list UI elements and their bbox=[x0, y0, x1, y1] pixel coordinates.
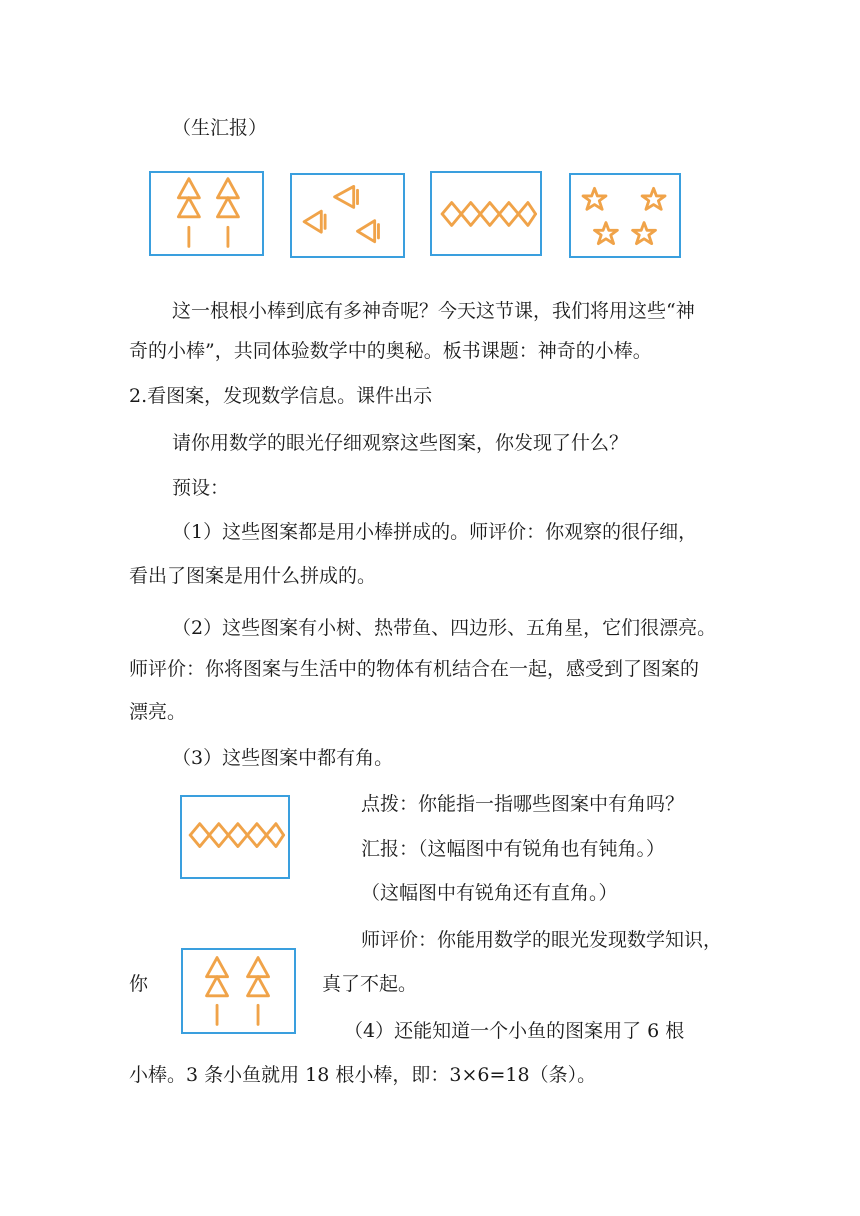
diamond-chain-icon bbox=[182, 797, 288, 877]
paragraph-line: 看出了图案是用什么拼成的。 bbox=[129, 565, 377, 587]
diamond-figure bbox=[430, 171, 542, 256]
paragraph-line: 漂亮。 bbox=[129, 701, 187, 723]
trees-figure bbox=[149, 171, 264, 256]
paragraph-line: 请你用数学的眼光仔细观察这些图案，你发现了什么？ bbox=[172, 432, 629, 454]
paragraph-line: （1）这些图案都是用小棒拼成的。师评价：你观察的很仔细， bbox=[172, 521, 698, 543]
section-heading: 2.看图案，发现数学信息。课件出示 bbox=[129, 385, 433, 407]
paragraph-line: 这一根根小棒到底有多神奇呢？今天这节课，我们将用这些“神 bbox=[172, 300, 695, 322]
paragraph-line: 汇报：（这幅图中有锐角也有钝角。） bbox=[361, 838, 666, 860]
paragraph-line: 预设： bbox=[172, 477, 230, 499]
stars-figure bbox=[569, 173, 681, 258]
report-label: （生汇报） bbox=[172, 117, 268, 139]
paragraph-line: （3）这些图案中都有角。 bbox=[172, 747, 394, 769]
diamond-chain-icon bbox=[432, 173, 540, 254]
stars-icon bbox=[571, 175, 679, 256]
diamond-figure-small bbox=[180, 795, 290, 879]
paragraph-line: 小棒。3 条小鱼就用 18 根小棒，即：3×6=18（条）。 bbox=[129, 1064, 597, 1086]
paragraph-line: （这幅图中有锐角还有直角。） bbox=[361, 882, 618, 904]
paragraph-line: 真了不起。 bbox=[322, 973, 418, 995]
fish-figure bbox=[290, 173, 405, 258]
paragraph-line: 奇的小棒”，共同体验数学中的奥秘。板书课题：神奇的小棒。 bbox=[129, 340, 652, 362]
paragraph-line: 师评价：你能用数学的眼光发现数学知识， bbox=[361, 929, 723, 951]
paragraph-line: 点拨：你能指一指哪些图案中有角吗？ bbox=[361, 793, 685, 815]
trees-figure-small bbox=[181, 948, 296, 1034]
paragraph-line: （2）这些图案有小树、热带鱼、四边形、五角星，它们很漂亮。 bbox=[172, 617, 717, 639]
paragraph-line: 你 bbox=[129, 973, 149, 995]
trees-icon bbox=[183, 950, 294, 1032]
paragraph-line: （4）还能知道一个小鱼的图案用了 6 根 bbox=[344, 1020, 685, 1042]
trees-icon bbox=[151, 173, 262, 254]
paragraph-line: 师评价：你将图案与生活中的物体有机结合在一起，感受到了图案的 bbox=[129, 658, 700, 680]
fish-icon bbox=[292, 175, 403, 256]
